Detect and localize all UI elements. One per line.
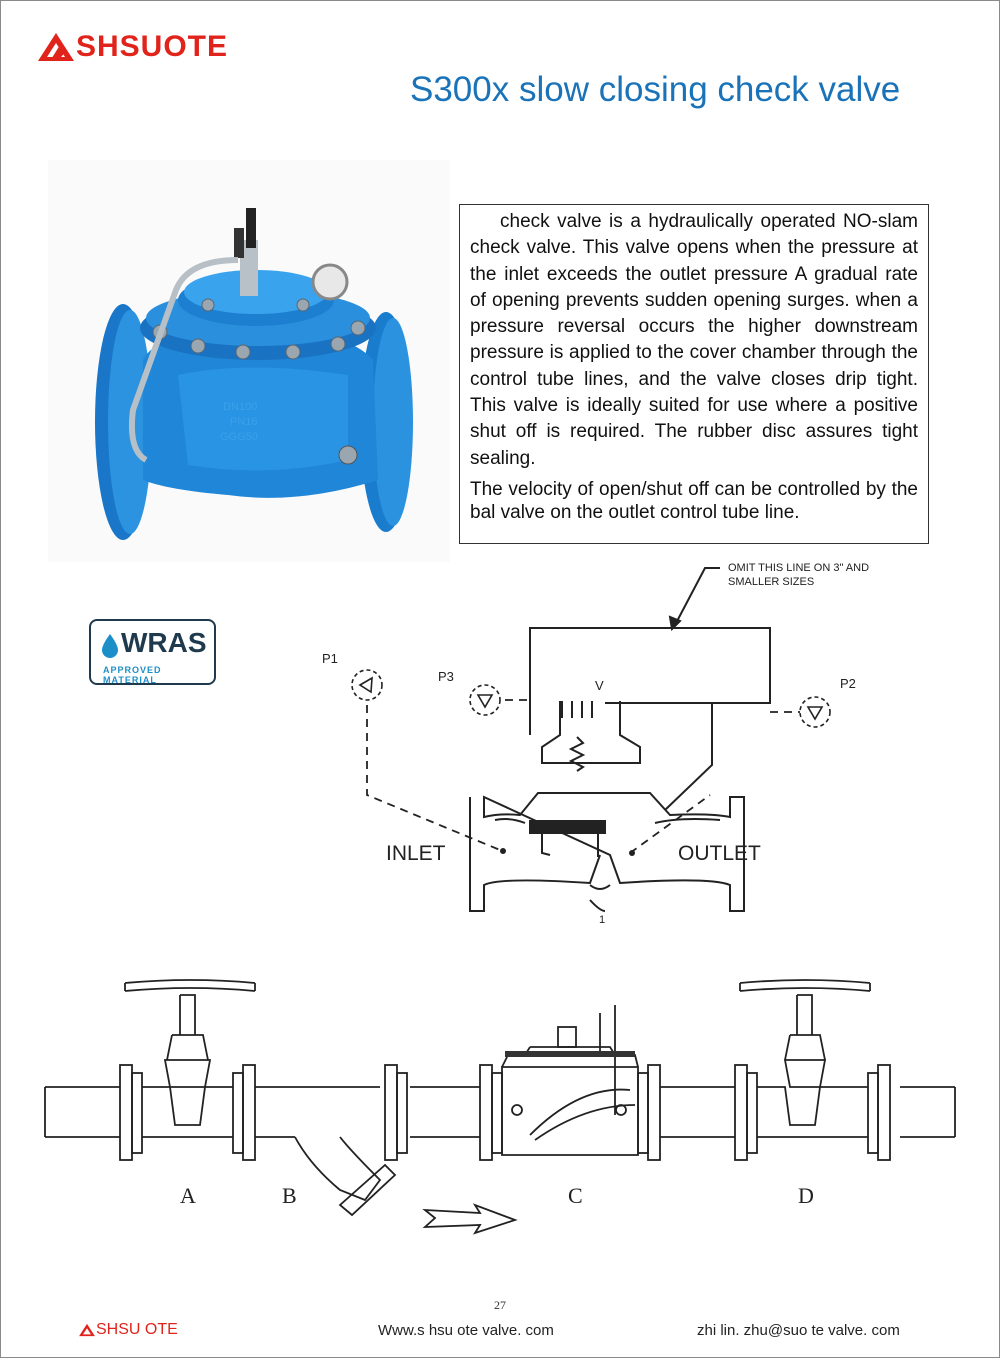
schematic-note-line-2: SMALLER SIZES <box>728 576 815 588</box>
brand-logo <box>36 30 228 64</box>
schematic-p1-label: P1 <box>322 651 338 666</box>
water-drop-icon <box>100 633 120 659</box>
schematic-v-label: V <box>595 678 604 693</box>
schematic-note-line-1: OMIT THIS LINE ON 3" AND <box>728 562 870 574</box>
footer-email[interactable]: zhi lin. zhu@suo te valve. com <box>697 1322 900 1339</box>
valve-photo <box>48 160 450 562</box>
schematic-p3-label: P3 <box>438 669 454 684</box>
footer-logo <box>78 1321 178 1339</box>
installation-diagram <box>40 965 960 1245</box>
install-label-c: C <box>568 1183 583 1208</box>
footer-brand: SHSU OTE <box>96 1321 178 1338</box>
install-label-d: D <box>798 1183 814 1208</box>
page-number: 27 <box>494 1298 506 1312</box>
page-title: S300x slow closing check valve <box>410 70 901 109</box>
schematic-inlet-label: INLET <box>386 842 446 865</box>
wras-subtitle: APPROVED MATERIAL <box>103 665 162 685</box>
svg-text:DN100: DN100 <box>223 401 258 413</box>
description-box <box>459 204 929 544</box>
schematic-outlet-label: OUTLET <box>678 842 761 865</box>
description-paragraph-1: check valve is a hydraulically operated NO-slam check valve. This valve opens when the pressure at the inlet exceeds the outlet pressure A gradual rate of opening prevents sudden opening surges. when a pressure reversal occurs the higher downstream pressure is applied to the cover chamber through the control tube lines, and the valve closes drip tight. This valve is ideally suited for use where a positive shut off is required. The rubber disc assures tight sealing. <box>470 211 918 469</box>
schematic-p2-label: P2 <box>840 676 856 691</box>
svg-text:PN16: PN16 <box>230 416 258 428</box>
install-label-b: B <box>282 1183 297 1208</box>
brand-name: SHSUOTE <box>76 30 229 63</box>
brand-logo-icon <box>36 31 76 63</box>
valve-schematic <box>310 555 920 940</box>
wras-word: WRAS <box>121 627 207 658</box>
wras-badge <box>89 619 216 685</box>
description-paragraph-2: The velocity of open/shut off can be controlled by the bal valve on the outlet control tube line. <box>470 478 918 523</box>
footer-website[interactable]: Www.s hsu ote valve. com <box>378 1322 554 1339</box>
footer-logo-icon <box>78 1323 96 1337</box>
svg-text:GGG50: GGG50 <box>220 431 258 443</box>
schematic-part-1-label: 1 <box>599 914 606 926</box>
install-label-a: A <box>180 1183 196 1208</box>
